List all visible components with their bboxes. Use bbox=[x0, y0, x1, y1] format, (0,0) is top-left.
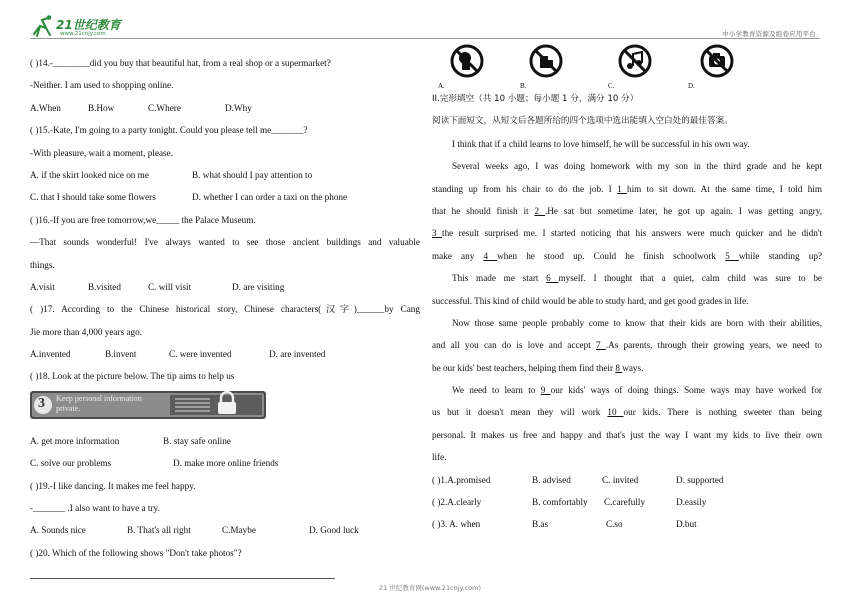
option: A. Sounds nice bbox=[30, 525, 86, 536]
q20-stem: ( )20. Which of the following shows "Don't take photos"? bbox=[30, 547, 242, 558]
option: C. were invented bbox=[169, 349, 232, 360]
blank-10: 10 bbox=[607, 407, 624, 418]
blank-8: 8 bbox=[615, 362, 623, 373]
option: C. will visit bbox=[148, 281, 192, 292]
header-logo bbox=[30, 14, 145, 40]
text: This made me start bbox=[452, 273, 547, 284]
text: make any bbox=[432, 250, 484, 261]
passage-p2-l2 bbox=[432, 178, 822, 200]
no-camera-icon bbox=[700, 44, 734, 78]
section-instruction: 阅读下面短文，从短文后各题所给的四个选项中选出能填入空白处的最佳答案。 bbox=[432, 116, 733, 127]
option: B.as bbox=[532, 519, 549, 530]
option: D. supported bbox=[676, 474, 724, 485]
text: that he should finish it bbox=[432, 205, 535, 216]
q17-options bbox=[30, 343, 420, 365]
q18-tip-image bbox=[30, 389, 270, 429]
q15-options-cd bbox=[30, 186, 420, 208]
passage-p3-l2: successful. This kind of child would be able to study hard, and get good grades in life. bbox=[432, 295, 749, 306]
option: D.but bbox=[676, 519, 697, 530]
blank-4: 4 bbox=[483, 250, 498, 261]
text: our kids. There is nothing sweeter than being bbox=[623, 407, 822, 418]
option: B.invent bbox=[105, 349, 137, 360]
text: him to sit down. At the same time, I told him bbox=[626, 183, 823, 194]
passage-p5-l3: personal. It makes us free and happy and that's just the way I want my kids to live their own bbox=[432, 429, 822, 440]
passage-p5-l1 bbox=[432, 379, 822, 401]
option: A.visit bbox=[30, 281, 55, 292]
passage-p4-l3 bbox=[432, 357, 822, 379]
text: while standing up? bbox=[738, 250, 822, 261]
blank-9: 9 bbox=[540, 385, 551, 396]
option: B. what should I pay attention to bbox=[192, 169, 313, 180]
q17-stem-cont: Jie more than 4,000 years ago. bbox=[30, 326, 143, 337]
q18-options-ab bbox=[30, 430, 420, 452]
option: B.visited bbox=[88, 281, 121, 292]
option: ( )2.A.clearly bbox=[432, 497, 482, 508]
passage-p2-l4 bbox=[432, 222, 822, 244]
q18-stem: ( )18. Look at the picture below. The tip aims to help us bbox=[30, 371, 235, 382]
text: .As parents, through their growing years, we need to bbox=[605, 340, 822, 351]
logo-subtext: www.21cnjy.com bbox=[60, 31, 106, 37]
option: A. if the skirt looked nice on me bbox=[30, 169, 149, 180]
left-column bbox=[30, 52, 420, 564]
q15-reply: -With pleasure, wait a moment, please. bbox=[30, 147, 174, 158]
option: D.Why bbox=[225, 102, 252, 113]
option: ( )1.A.promised bbox=[432, 474, 491, 485]
option: A. get more information bbox=[30, 435, 120, 446]
option: C.carefully bbox=[604, 497, 646, 508]
option: ( )3. A. when bbox=[432, 519, 481, 530]
cloze-q1-options bbox=[432, 469, 822, 491]
passage-p5-l4: life. bbox=[432, 452, 447, 463]
text: when he stood up. Could he finish schoolwork bbox=[497, 250, 726, 261]
header-platform-text: 中小学教育资源及组卷应用平台 bbox=[722, 30, 816, 38]
option: C. solve our problems bbox=[30, 458, 112, 469]
q19-stem: ( )19.-I like dancing. It makes me feel happy. bbox=[30, 480, 196, 491]
text: and all you can do is love and accept bbox=[432, 340, 596, 351]
q15-options-ab bbox=[30, 164, 420, 186]
blank-2: 2 bbox=[534, 205, 545, 216]
option: B. comfortably bbox=[532, 497, 588, 508]
passage-p2-l1: Several weeks ago, I was doing homework with my son in the third grade and he kept bbox=[452, 161, 822, 172]
option: D.easily bbox=[676, 497, 707, 508]
q19-options bbox=[30, 519, 420, 541]
cloze-q2-options bbox=[432, 491, 822, 513]
q14-stem: ( )14.-________did you buy that beautiful hat, from a real shop or a supermarket? bbox=[30, 58, 331, 68]
q18-sign-number: 3 bbox=[38, 395, 45, 411]
blank-3: 3 bbox=[432, 228, 443, 239]
q18-sign-text: Keep personal information private. bbox=[56, 393, 142, 413]
option: B. advised bbox=[532, 474, 571, 485]
option: A.When bbox=[30, 102, 61, 113]
q16-options bbox=[30, 276, 420, 298]
q16-reply: —That sounds wonderful! I've always wanted to see those ancient buildings and valuable bbox=[30, 237, 420, 248]
sign-label-b: B. bbox=[520, 82, 527, 90]
right-column bbox=[432, 44, 822, 536]
option: D. make more online friends bbox=[173, 458, 279, 469]
q19-reply: -_______ .I also want to have a try. bbox=[30, 503, 160, 514]
blank-5: 5 bbox=[725, 250, 739, 261]
text: us but it doesn't mean they will work bbox=[432, 407, 608, 418]
blank-7: 7 bbox=[595, 340, 606, 351]
passage-p4-l2 bbox=[432, 334, 822, 356]
option: C.so bbox=[606, 519, 623, 530]
option: D. whether I can order a taxi on the phone bbox=[192, 192, 348, 203]
no-food-drink-icon bbox=[529, 44, 563, 78]
text: ways. bbox=[622, 362, 644, 373]
text: be our kids' best teachers, helping them find their bbox=[432, 362, 616, 373]
q14-options bbox=[30, 97, 420, 119]
text: We need to learn to bbox=[452, 385, 541, 396]
q18-options-cd bbox=[30, 452, 420, 474]
cloze-q3-options bbox=[432, 513, 822, 535]
passage-p4-l1: Now those same people probably come to know that their kids are born with their abilities, bbox=[452, 317, 822, 328]
q15-stem: ( )15.-Kate, I'm going to a party tonight. Could you please tell me_______? bbox=[30, 125, 308, 136]
section-title: II.完形填空（共 10 小题；每小题 1 分，满分 10 分） bbox=[432, 94, 639, 104]
option: C. that I should take some flowers bbox=[30, 192, 156, 203]
text: .He sat but sometime later, he got up again. I was getting angry, bbox=[545, 205, 823, 216]
footer-text: 21 世纪教育网(www.21cnjy.com) bbox=[379, 584, 481, 592]
option: D. are visiting bbox=[232, 281, 285, 292]
option: C. invited bbox=[602, 474, 639, 485]
q16-reply-cont: things. bbox=[30, 259, 55, 270]
text: the result surprised me. I started noticing that his answers were much quicker and he didn't bbox=[442, 228, 823, 239]
footer-divider bbox=[30, 578, 335, 579]
text: standing up from his chair to do the job. I bbox=[432, 183, 618, 194]
option: D. Good luck bbox=[309, 525, 359, 536]
blank-6: 6 bbox=[546, 273, 559, 284]
passage-p3-l1 bbox=[432, 267, 822, 289]
q17-stem: ( )17. According to the Chinese historical story, Chinese characters(汉字)______by Cang bbox=[30, 304, 420, 315]
logo-text: 21世纪教育 bbox=[56, 18, 121, 32]
option: D. are invented bbox=[269, 349, 326, 360]
option: C.Maybe bbox=[222, 525, 256, 536]
no-music-icon bbox=[618, 44, 652, 78]
text: myself. I thought that a quiet, calm child was sure to be bbox=[558, 273, 822, 284]
q14-reply: -Neither. I am used to shopping online. bbox=[30, 80, 174, 91]
option: B.How bbox=[88, 102, 115, 113]
option: B. That's all right bbox=[127, 525, 191, 536]
sign-label-c: C. bbox=[608, 82, 615, 90]
passage-p2-l3 bbox=[432, 200, 822, 222]
no-smoking-icon bbox=[450, 44, 484, 78]
text: our kids' ways of doing things. Some ways may have worked for bbox=[550, 385, 822, 396]
q20-option-signs bbox=[432, 44, 752, 92]
passage-p5-l2 bbox=[432, 401, 822, 423]
option: B. stay safe online bbox=[163, 435, 231, 446]
passage-p2-l5 bbox=[432, 245, 822, 267]
sign-label-d: D. bbox=[688, 82, 695, 90]
option: C.Where bbox=[148, 102, 181, 113]
blank-1: 1 bbox=[617, 183, 627, 194]
option: A.invented bbox=[30, 349, 71, 360]
sign-label-a: A. bbox=[438, 82, 445, 90]
header-divider bbox=[30, 38, 820, 39]
passage-p1: I think that if a child learns to love himself, he will be successful in his own way. bbox=[452, 138, 750, 149]
q16-stem: ( )16.-If you are free tomorrow,we_____ the Palace Museum. bbox=[30, 214, 256, 225]
